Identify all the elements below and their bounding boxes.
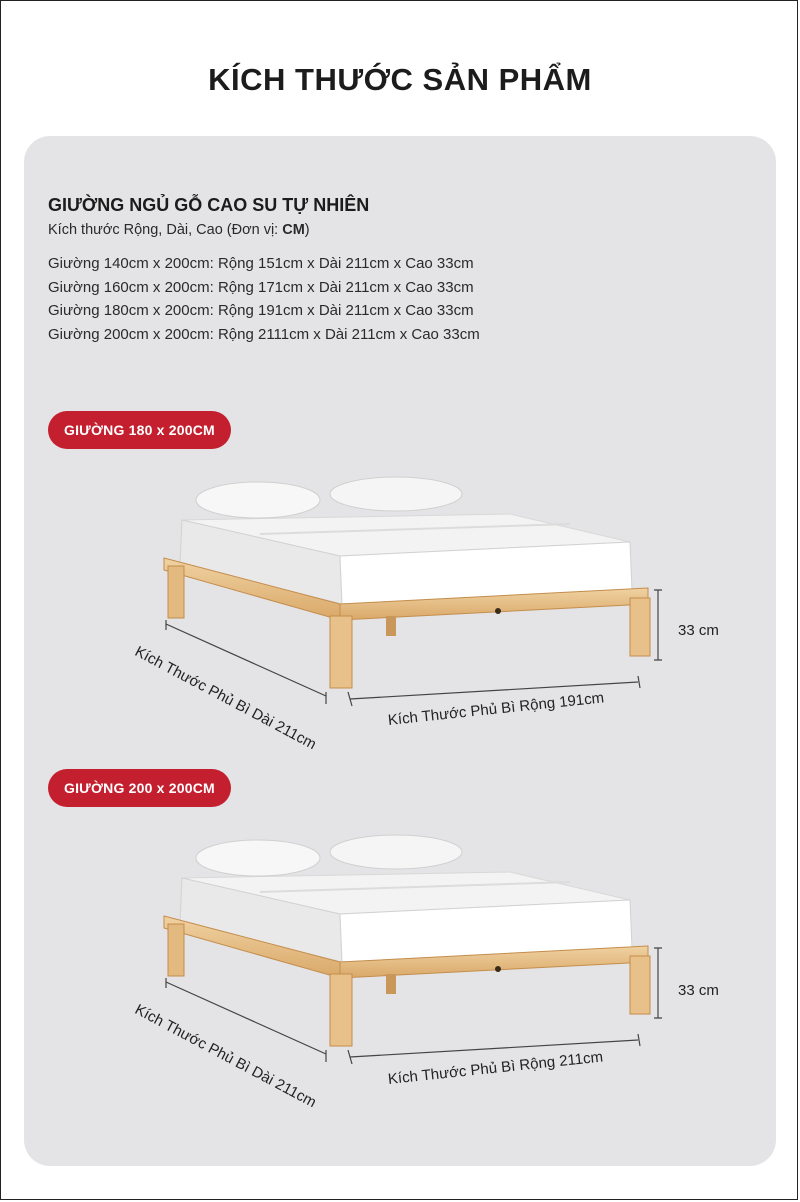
leg-front-left (330, 974, 352, 1046)
height-label-200: 33 cm (678, 982, 719, 999)
dim-line-height (654, 948, 662, 1018)
leg-front-right (630, 598, 650, 656)
spec-list (48, 252, 480, 346)
frame-hole (495, 608, 501, 614)
leg-back-center (386, 974, 396, 994)
pillow-right (330, 477, 462, 511)
length-label-200: Kích Thước Phủ Bì Dài 211cm (132, 1000, 320, 1112)
length-label-180: Kích Thước Phủ Bì Dài 211cm (132, 642, 320, 754)
leg-back-center (386, 616, 396, 636)
spec-item: Giường 140cm x 200cm: Rộng 151cm x Dài 211cm x Cao 33cm (48, 255, 474, 272)
width-label-180: Kích Thước Phủ Bì Rộng 191cm (387, 689, 605, 729)
dim-line-height (654, 590, 662, 660)
dim-line-length (166, 620, 326, 704)
leg-back-left (168, 566, 184, 618)
dim-line-length (166, 978, 326, 1062)
spec-item: Giường 180cm x 200cm: Rộng 191cm x Dài 211cm x Cao 33cm (48, 302, 474, 319)
frame-hole (495, 966, 501, 972)
pillow-left (196, 482, 320, 518)
unit-value: CM (282, 222, 305, 238)
unit-suffix: ) (304, 222, 310, 238)
spec-item: Giường 160cm x 200cm: Rộng 171cm x Dài 211cm x Cao 33cm (48, 278, 474, 296)
product-name: GIƯỜNG NGỦ GỖ CAO SU TỰ NHIÊN (48, 195, 370, 215)
leg-front-right (630, 956, 650, 1014)
page-title: KÍCH THƯỚC SẢN PHẨM (208, 62, 592, 97)
unit-line (48, 222, 310, 238)
height-label-180: 33 cm (678, 622, 719, 639)
width-label-200: Kích Thước Phủ Bì Rộng 211cm (387, 1048, 604, 1088)
size-badge-200: GIƯỜNG 200 x 200CM (48, 769, 231, 807)
leg-front-left (330, 616, 352, 688)
unit-prefix: Kích thước Rộng, Dài, Cao (Đơn vị: (48, 222, 283, 238)
pillow-right (330, 835, 462, 869)
leg-back-left (168, 924, 184, 976)
pillow-left (196, 840, 320, 876)
spec-item: Giường 200cm x 200cm: Rộng 2111cm x Dài 211cm x Cao 33cm (48, 325, 480, 343)
size-badge-180: GIƯỜNG 180 x 200CM (48, 411, 231, 449)
